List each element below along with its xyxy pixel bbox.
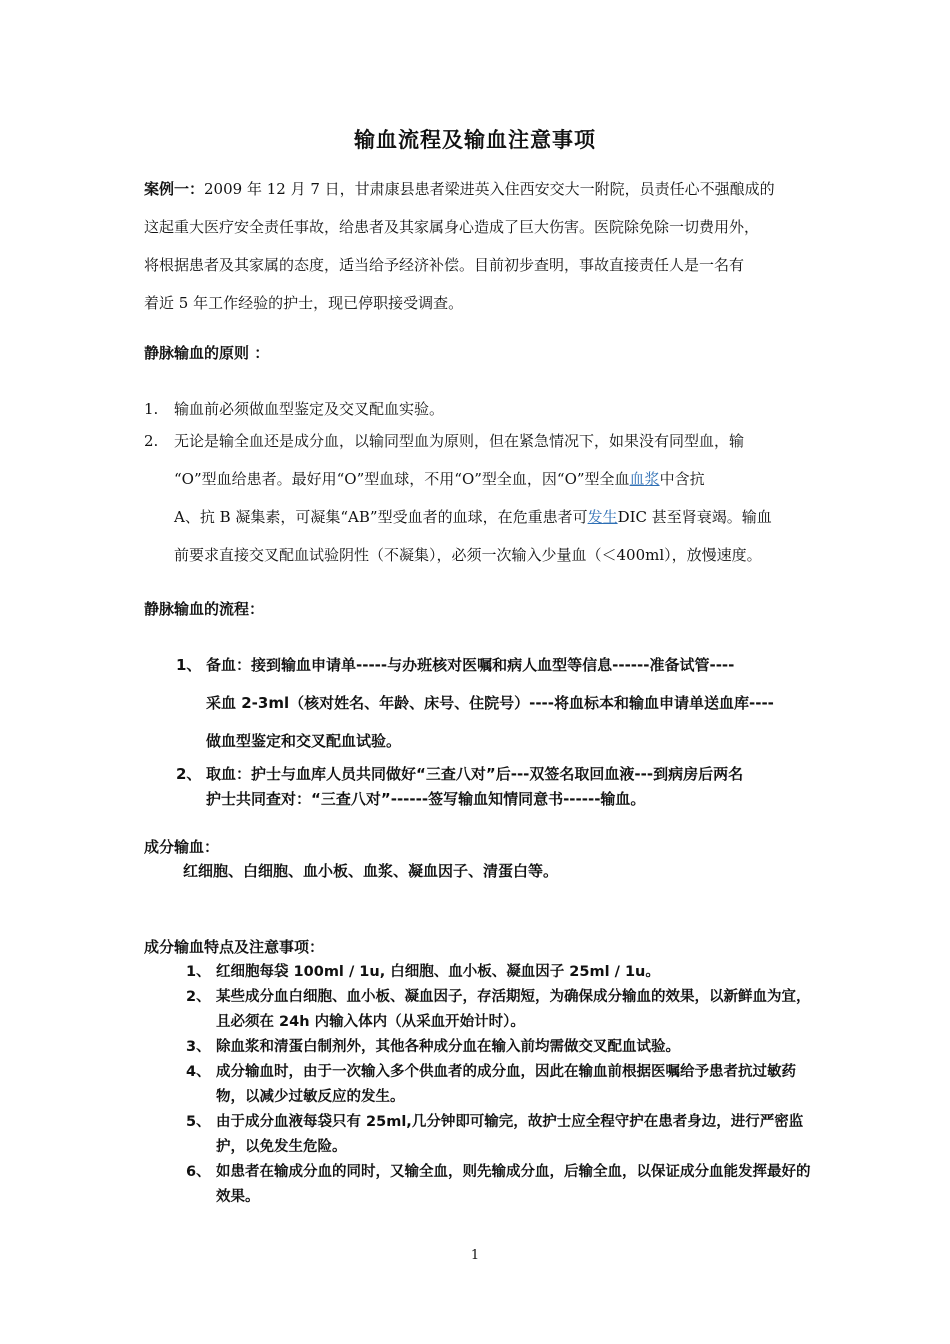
page-number: 1 xyxy=(470,1248,480,1263)
list-line: 取血：护士与血库人员共同做好“三查八对”后---双签名取回血液---到病房后两名 xyxy=(206,765,744,783)
list-line: 前要求直接交叉配血试验阴性（不凝集），必须一次输入少量血（＜400ml），放慢速度。 xyxy=(174,546,762,564)
list-number: 1、 xyxy=(176,656,202,674)
list-number: 1、 xyxy=(186,964,211,980)
list-number: 2. xyxy=(144,432,159,450)
list-text: 如患者在输成分血的同时，又输全血，则先输成分血，后输全血，以保证成分血能发挥最好的效果。 xyxy=(216,1164,811,1205)
list-line: 护士共同查对：“三查八对”------签写输血知情同意书------输血。 xyxy=(206,790,646,808)
page-title: 输血流程及输血注意事项 xyxy=(354,128,596,152)
list-text: 输血前必须做血型鉴定及交叉配血实验。 xyxy=(174,400,445,418)
feature-item xyxy=(186,1035,816,1060)
occur-link[interactable]: 发生 xyxy=(587,508,618,526)
list-line: A、抗 B 凝集素，可凝集“AB”型受血者的血球，在危重患者可发生DIC 甚至肾衰竭。输血 xyxy=(174,508,772,526)
components-text: 红细胞、白细胞、血小板、血浆、凝血因子、清蛋白等。 xyxy=(183,862,559,880)
list-text: 由于成分血液每袋只有 25ml,几分钟即可输完，故护士应全程守护在患者身边，进行严密监护，以免发生危险。 xyxy=(216,1114,804,1155)
process-item-2 xyxy=(176,762,816,812)
feature-item xyxy=(186,1160,816,1210)
list-line: 备血：接到输血申请单-----与办班核对医嘱和病人血型等信息------准备试管---- xyxy=(206,656,735,674)
process-item-1 xyxy=(176,646,816,760)
list-text: 成分输血时，由于一次输入多个供血者的成分血，因此在输血前根据医嘱给予患者抗过敏药物，以减少过敏反应的发生。 xyxy=(216,1064,796,1105)
list-number: 2、 xyxy=(176,765,202,783)
case-label: 案例一： xyxy=(144,180,205,198)
list-line: “O”型血给患者。最好用“O”型血球，不用“O”型全血，因“O”型全血血浆中含抗 xyxy=(174,470,705,488)
list-number: 6、 xyxy=(186,1164,211,1180)
components-heading: 成分输血： xyxy=(144,838,220,856)
principles-heading: 静脉输血的原则 ： xyxy=(144,344,270,362)
list-text: 除血浆和清蛋白制剂外，其他各种成分血在输入前均需做交叉配血试验。 xyxy=(216,1039,680,1055)
list-line: 做血型鉴定和交叉配血试验。 xyxy=(206,732,402,750)
case-paragraph xyxy=(144,170,814,322)
list-number: 2、 xyxy=(186,989,211,1005)
list-number: 5、 xyxy=(186,1114,211,1130)
list-number: 4、 xyxy=(186,1064,211,1080)
case-line: 将根据患者及其家属的态度，适当给予经济补偿。目前初步查明，事故直接责任人是一名有 xyxy=(144,256,745,274)
features-heading: 成分输血特点及注意事项： xyxy=(144,938,325,956)
process-heading: 静脉输血的流程： xyxy=(144,600,265,618)
case-line: 这起重大医疗安全责任事故，给患者及其家属身心造成了巨大伤害。医院除免除一切费用外， xyxy=(144,218,760,236)
plasma-link[interactable]: 血浆 xyxy=(629,470,660,488)
list-number: 1. xyxy=(144,400,159,418)
list-number: 3、 xyxy=(186,1039,211,1055)
principle-item-2 xyxy=(144,422,824,574)
list-text: 红细胞每袋 100ml / 1u, 白细胞、血小板、凝血因子 25ml / 1u。 xyxy=(216,964,660,980)
feature-item xyxy=(186,1110,816,1160)
list-line: 采血 2-3ml（核对姓名、年龄、床号、住院号）----将血标本和输血申请单送血库---- xyxy=(206,694,774,712)
case-line: 着近 5 年工作经验的护士，现已停职接受调查。 xyxy=(144,294,464,312)
feature-item xyxy=(186,985,816,1035)
list-text: 某些成分血白细胞、血小板、凝血因子，存活期短，为确保成分输血的效果，以新鲜血为宜，且必须在 24h 内输入体内（从采血开始计时）。 xyxy=(216,989,811,1030)
feature-item xyxy=(186,1060,816,1110)
feature-item xyxy=(186,960,816,985)
list-line: 无论是输全血还是成分血，以输同型血为原则，但在紧急情况下，如果没有同型血，输 xyxy=(174,432,745,450)
case-line: 案例一：2009 年 12 月 7 日，甘肃康县患者梁进英入住西安交大一附院，员责任心不强酿成的 xyxy=(144,180,775,198)
